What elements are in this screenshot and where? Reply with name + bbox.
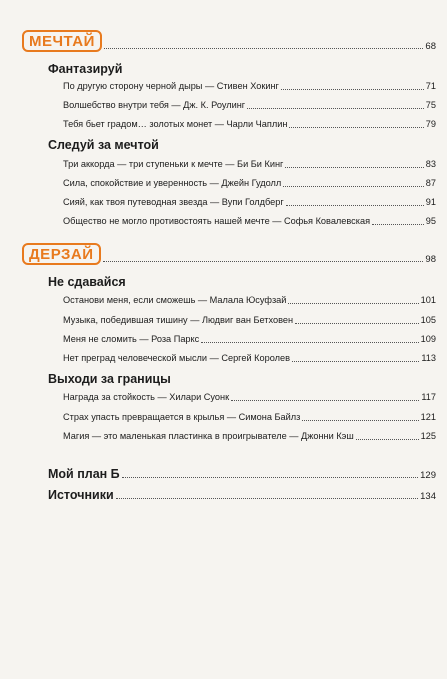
leader-dots <box>231 400 419 401</box>
leader-dots <box>285 167 423 168</box>
page-number: 113 <box>421 353 436 363</box>
entry-title: По другую сторону черной дыры — Стивен Хокинг <box>63 81 279 91</box>
leader-dots <box>356 439 419 440</box>
entry-title: Сила, спокойствие и уверенность — Джейн Гудолл <box>63 178 282 188</box>
page-number: 91 <box>425 197 436 207</box>
page-number: 101 <box>420 295 436 305</box>
entry-title: Нет преград человеческой мысли — Сергей Королев <box>63 353 290 363</box>
entry-title: Три аккорда — три ступеньки к мечте — Би Би Кинг <box>63 159 284 169</box>
entry-title: Меня не сломить — Роза Паркс <box>63 334 200 344</box>
page-number: 105 <box>420 315 436 325</box>
leader-dots <box>286 205 424 206</box>
section-title: МЕЧТАЙ <box>22 30 102 52</box>
toc-entry[interactable] <box>63 315 436 326</box>
toc-entry[interactable] <box>63 295 436 306</box>
page-number: 79 <box>425 119 436 129</box>
toc-entry[interactable] <box>63 81 436 92</box>
leader-dots <box>116 498 418 499</box>
toc-entry[interactable] <box>63 431 436 442</box>
toc-entry-plan-b[interactable] <box>48 467 436 481</box>
leader-dots <box>104 48 424 49</box>
toc-entry[interactable] <box>63 334 436 345</box>
leader-dots <box>372 224 424 225</box>
entry-title: Мой план Б <box>48 467 120 481</box>
entry-title: Волшебство внутри тебя — Дж. К. Роулинг <box>63 100 246 110</box>
page-number: 125 <box>420 431 436 441</box>
group-title: Выходи за границы <box>48 372 171 386</box>
toc-entry[interactable] <box>63 216 436 227</box>
toc-entry[interactable] <box>63 119 436 130</box>
leader-dots <box>292 361 419 362</box>
page-number: 71 <box>425 81 436 91</box>
leader-dots <box>103 261 424 262</box>
page-number: 75 <box>425 100 436 110</box>
toc-entry[interactable] <box>63 159 436 170</box>
leader-dots <box>281 89 424 90</box>
entry-title: Сияй, как твоя путеводная звезда — Вупи Голдберг <box>63 197 284 207</box>
section-title: ДЕРЗАЙ <box>22 243 101 265</box>
toc-entry[interactable] <box>63 178 436 189</box>
entry-title: Награда за стойкость — Хилари Суонк <box>63 392 230 402</box>
leader-dots <box>289 127 423 128</box>
toc-entry[interactable] <box>63 353 436 364</box>
page-number: 83 <box>425 159 436 169</box>
entry-title: Источники <box>48 488 114 502</box>
section-dream-row[interactable] <box>22 30 436 52</box>
page-number: 87 <box>425 178 436 188</box>
entry-title: Общество не могло противостоять нашей мечте — Софья Ковалевская <box>63 216 371 226</box>
leader-dots <box>295 323 419 324</box>
page-number: 109 <box>420 334 436 344</box>
page-number: 98 <box>425 254 436 265</box>
leader-dots <box>288 303 418 304</box>
group-title: Следуй за мечтой <box>48 138 159 152</box>
page-number: 95 <box>425 216 436 226</box>
entry-title: Останови меня, если сможешь — Малала Юсуфзай <box>63 295 287 305</box>
page-number: 121 <box>420 412 436 422</box>
page-number: 134 <box>420 491 436 502</box>
toc-entry[interactable] <box>63 197 436 208</box>
leader-dots <box>247 108 424 109</box>
page-number: 68 <box>425 41 436 52</box>
entry-title: Страх упасть превращается в крылья — Симона Байлз <box>63 412 301 422</box>
page-number: 129 <box>420 470 436 481</box>
toc-entry[interactable] <box>63 100 436 111</box>
entry-title: Тебя бьет градом… золотых монет — Чарли Чаплин <box>63 119 288 129</box>
leader-dots <box>122 477 418 478</box>
page-number: 117 <box>421 392 436 402</box>
leader-dots <box>302 420 418 421</box>
leader-dots <box>283 186 424 187</box>
group-title: Фантазируй <box>48 62 123 76</box>
section-dare-row[interactable] <box>22 243 436 265</box>
entry-title: Музыка, победившая тишину — Людвиг ван Бетховен <box>63 315 294 325</box>
toc-entry[interactable] <box>63 392 436 403</box>
leader-dots <box>201 342 418 343</box>
entry-title: Магия — это маленькая пластинка в проигрывателе — Джонни Кэш <box>63 431 354 441</box>
group-title: Не сдавайся <box>48 275 126 289</box>
toc-entry[interactable] <box>63 412 436 423</box>
toc-entry-sources[interactable] <box>48 488 436 502</box>
